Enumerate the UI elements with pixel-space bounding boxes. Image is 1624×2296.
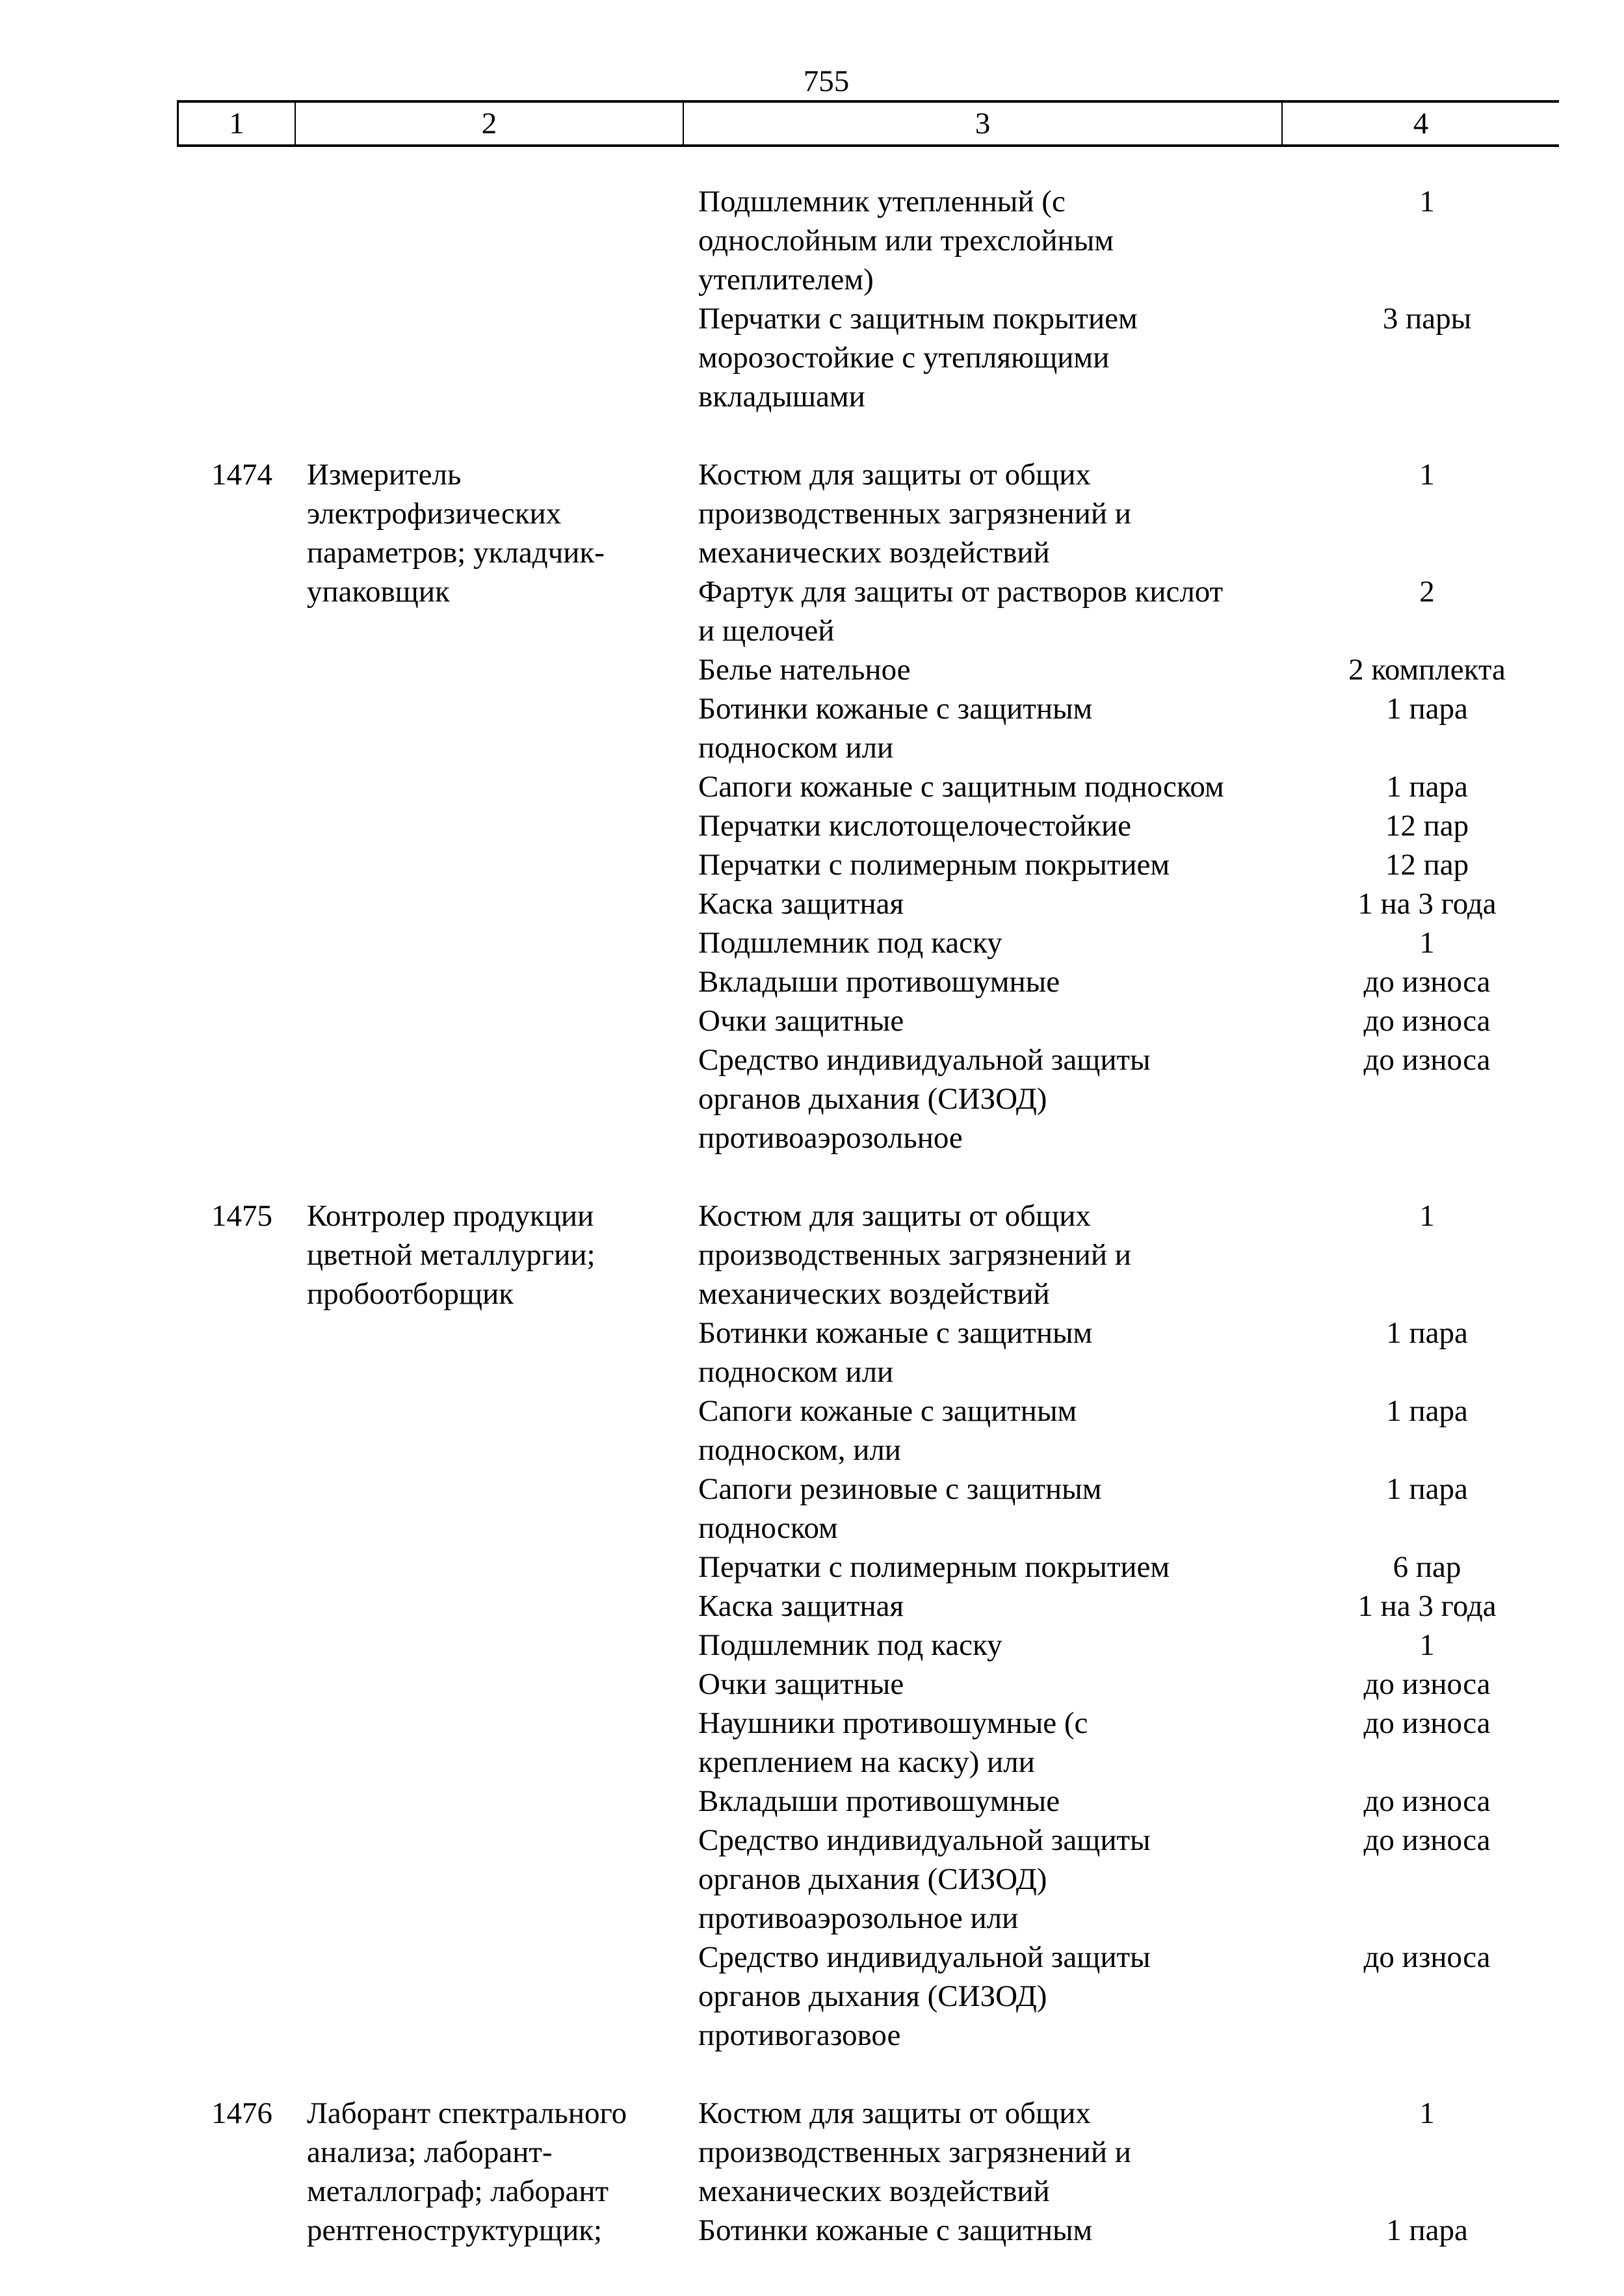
ppe-name: Ботинки кожаные с защитным подноском или: [698, 1316, 1093, 1389]
ppe-name: Ботинки кожаные с защитным: [698, 2213, 1093, 2247]
ppe-quantity: 3 пары: [1382, 302, 1472, 336]
ppe-list: [698, 2094, 1557, 2250]
ppe-quantity: 1: [1419, 926, 1435, 960]
header-col-1: 1: [179, 103, 296, 144]
list-item: [698, 1704, 1557, 1782]
ppe-name: Средство индивидуальной защиты органов дыхания (СИЗОД) противогазовое: [698, 1940, 1151, 2052]
list-item: [698, 1626, 1557, 1665]
ppe-quantity: до износа: [1363, 965, 1491, 999]
row-number: 1476: [211, 2096, 272, 2130]
list-item: [698, 1470, 1557, 1548]
ppe-name: Подшлемник под каску: [698, 1628, 1002, 1662]
ppe-name: Костюм для защиты от общих производственных загрязнений и механических воздействий: [698, 2096, 1131, 2208]
table-row-group: [177, 2094, 1557, 2250]
ppe-quantity: до износа: [1363, 1823, 1491, 1857]
ppe-name: Вкладыши противошумные: [698, 1784, 1060, 1818]
list-item: [698, 2094, 1557, 2211]
ppe-name: Фартук для защиты от растворов кислот и щелочей: [698, 575, 1224, 648]
ppe-name: Перчатки с защитным покрытием морозостойкие с утепляющими вкладышами: [698, 302, 1138, 414]
list-item: [698, 572, 1557, 650]
page-number: 755: [803, 64, 850, 98]
list-item: [698, 1587, 1557, 1626]
ppe-quantity: до износа: [1363, 1706, 1491, 1740]
table-row-group: [177, 455, 1557, 1157]
ppe-name: Перчатки кислотощелочестойкие: [698, 809, 1132, 843]
header-col-2: 2: [296, 103, 684, 144]
ppe-name: Костюм для защиты от общих производственных загрязнений и механических воздействий: [698, 458, 1131, 570]
table-row-group: [177, 1196, 1557, 2055]
ppe-name: Подшлемник под каску: [698, 926, 1002, 960]
list-item: [698, 1782, 1557, 1821]
list-item: [698, 845, 1557, 884]
ppe-quantity: 1 пара: [1386, 692, 1468, 726]
ppe-quantity: 1: [1419, 1628, 1435, 1662]
ppe-quantity: до износа: [1363, 1784, 1491, 1818]
ppe-quantity: 12 пар: [1385, 809, 1469, 843]
list-item: [698, 1665, 1557, 1704]
list-item: [698, 1040, 1557, 1157]
row-number: [177, 182, 294, 416]
occupation: Лаборант спектрального анализа; лаборант- металлограф; лаборант рентгеноструктурщик;: [307, 2096, 627, 2247]
ppe-quantity: 1: [1419, 2096, 1435, 2130]
list-item: [698, 962, 1557, 1001]
list-item: [698, 455, 1557, 572]
ppe-name: Очки защитные: [698, 1004, 904, 1038]
list-item: [698, 1196, 1557, 1313]
ppe-name: Перчатки с полимерным покрытием: [698, 848, 1170, 882]
ppe-quantity: 1 пара: [1386, 1394, 1468, 1428]
ppe-name: Ботинки кожаные с защитным подноском или: [698, 692, 1093, 765]
ppe-name: Средство индивидуальной защиты органов дыхания (СИЗОД) противоаэрозольное: [698, 1043, 1151, 1155]
ppe-quantity: 2 комплекта: [1348, 653, 1506, 687]
header-col-4: 4: [1413, 107, 1429, 140]
list-item: [698, 1313, 1557, 1392]
list-item: [698, 689, 1557, 767]
ppe-name: Сапоги кожаные с защитным подноском, или: [698, 1394, 1077, 1467]
ppe-quantity: до износа: [1363, 1004, 1491, 1038]
ppe-quantity: до износа: [1363, 1043, 1491, 1077]
ppe-name: Очки защитные: [698, 1667, 904, 1701]
ppe-quantity: 12 пар: [1385, 848, 1469, 882]
ppe-name: Подшлемник утепленный (с однослойным или трехслойным утеплителем): [698, 185, 1114, 297]
ppe-quantity: 1 на 3 года: [1357, 887, 1497, 921]
list-item: [698, 1548, 1557, 1587]
ppe-name: Наушники противошумные (с креплением на каску) или: [698, 1706, 1088, 1779]
list-item: [698, 1938, 1557, 2055]
occupation: Измеритель электрофизических параметров; укладчик- упаковщик: [307, 458, 605, 609]
ppe-name: Каска защитная: [698, 1589, 904, 1623]
ppe-quantity: 1 пара: [1386, 1472, 1468, 1506]
ppe-name: Перчатки с полимерным покрытием: [698, 1550, 1170, 1584]
ppe-name: Сапоги кожаные с защитным подноском: [698, 770, 1224, 804]
ppe-quantity: 1: [1419, 458, 1435, 492]
occupation-cell: [294, 182, 698, 416]
list-item: [698, 650, 1557, 689]
list-item: [698, 923, 1557, 962]
ppe-name: Белье нательное: [698, 653, 911, 687]
list-item: [698, 1392, 1557, 1470]
ppe-name: Вкладыши противошумные: [698, 965, 1060, 999]
header-col-3: 3: [684, 103, 1283, 144]
ppe-list: [698, 182, 1557, 416]
list-item: [698, 884, 1557, 923]
ppe-quantity: 1 пара: [1386, 1316, 1468, 1350]
occupation: Контролер продукции цветной металлургии; пробоотборщик: [307, 1199, 596, 1311]
list-item: [698, 806, 1557, 845]
ppe-quantity: до износа: [1363, 1940, 1491, 1974]
row-number: 1474: [211, 458, 272, 492]
ppe-quantity: 1: [1419, 1199, 1435, 1233]
ppe-name: Каска защитная: [698, 887, 904, 921]
occupation-cell: [294, 455, 698, 1157]
list-item: [698, 182, 1557, 299]
ppe-quantity: 1: [1419, 185, 1435, 218]
ppe-list: [698, 1196, 1557, 2055]
occupation-cell: [294, 2094, 698, 2250]
ppe-name: Средство индивидуальной защиты органов дыхания (СИЗОД) противоаэрозольное или: [698, 1823, 1151, 1935]
ppe-quantity: до износа: [1363, 1667, 1491, 1701]
ppe-quantity: 1 пара: [1386, 770, 1468, 804]
table-header: [177, 100, 1559, 147]
row-number: 1475: [211, 1199, 272, 1233]
ppe-quantity: 1 на 3 года: [1357, 1589, 1497, 1623]
list-item: [698, 767, 1557, 806]
occupation-cell: [294, 1196, 698, 2055]
ppe-quantity: 1 пара: [1386, 2213, 1468, 2247]
list-item: [698, 2211, 1557, 2250]
list-item: [698, 1821, 1557, 1938]
ppe-name: Костюм для защиты от общих производственных загрязнений и механических воздействий: [698, 1199, 1131, 1311]
list-item: [698, 299, 1557, 416]
table-body: [177, 182, 1557, 2289]
ppe-name: Сапоги резиновые с защитным подноском: [698, 1472, 1102, 1545]
list-item: [698, 1001, 1557, 1040]
ppe-list: [698, 455, 1557, 1157]
table-row-group: [177, 182, 1557, 416]
ppe-quantity: 2: [1419, 575, 1435, 609]
ppe-quantity: 6 пар: [1393, 1550, 1461, 1584]
